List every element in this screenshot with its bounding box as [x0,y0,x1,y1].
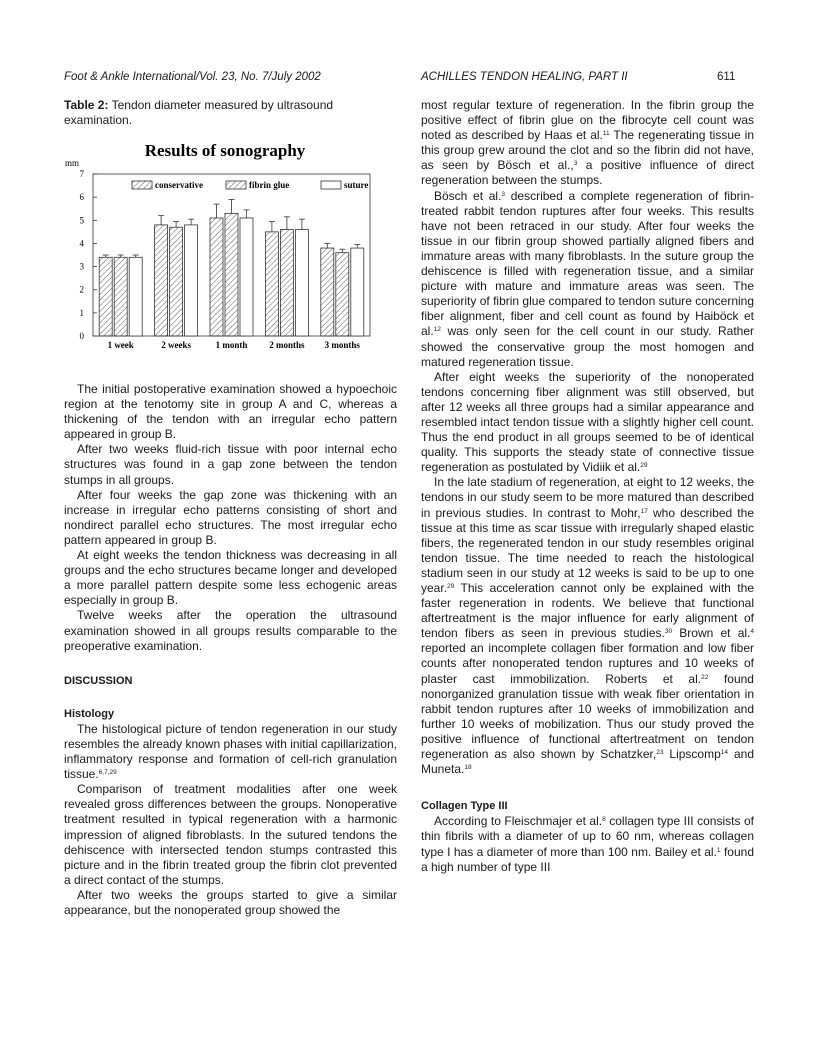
x-category-label: 2 weeks [161,340,191,350]
running-title: ACHILLES TENDON HEALING, PART II [421,71,628,83]
x-category-label: 1 month [215,340,248,350]
paragraph-text: Bösch et al. [434,188,502,203]
bar-suture [129,257,142,336]
table-caption [64,98,394,128]
paragraph-text: Lipscomp [663,747,721,762]
y-tick-label: 5 [79,215,84,226]
y-tick-label: 7 [79,169,84,179]
citation-ref: 17 [640,507,648,515]
paragraph-text: The histological picture of tendon regeneration in our study resembles the already known phases with initial capillarization, inflammatory response and formation of cell-rich granulation tissue. [64,721,397,782]
subsection-heading-collagen: Collagen Type III [421,800,508,813]
paragraph-text: reported an incomplete collagen fiber formation and low fiber counts after nonoperated tendon ruptures and 10 weeks of plaster cast immobilization. Roberts et al. [421,641,754,686]
bar-suture [185,225,198,336]
citation-ref: 23 [656,749,664,757]
right-column [421,98,754,875]
citation-ref: 3 [501,190,506,198]
bar-conservative [155,225,168,336]
paragraph-text: who described the tissue at this time as scar tissue with irregularly shaped elastic fibers, the regenerated tendon in our study resembles original tendon tissue. The time needed to reach the histological stadium seen in our study at 12 weeks is said to be up to one year. [421,505,754,595]
bar-conservative [210,218,223,336]
section-heading-discussion: DISCUSSION [64,674,133,687]
citation-ref: 29 [447,583,455,590]
paragraph: Comparison of treatment modalities after one week revealed gross differences between the groups. Nonoperative treatment resulted in typical regeneration with a harmonic impression of aligned fibroblasts. In the sutured tendons the dehiscence with intersected tendon stumps contrasted this picture and in the fibrin treated group the fibrin clot prevented a direct contact of the stumps. [64,782,397,887]
paragraph [421,98,754,189]
paragraph-text: collagen type III consists of thin fibrils with a diameter of up to 60 nm, whereas collagen type I has a diameter of more than 100 nm. Bailey et al. [421,814,754,859]
paragraph: After two weeks the groups started to give a similar appearance, but the nonoperated group showed the [64,887,397,917]
x-category-label: 2 months [269,340,305,350]
paragraph-text: The regenerating tissue in this group grew around the clot and so the fibrin did not have, as seen by Bösch et al., [421,128,754,173]
sonography-chart [60,136,400,358]
bar-fibrin-glue [280,230,293,336]
paragraph: After four weeks the gap zone was thickening with an increase in irregular echo patterns consisting of short and nondirect parallel echo structures. The most irregular echo pattern appeared in group B. [64,487,397,547]
left-column [64,382,397,918]
journal-citation: Foot & Ankle International/Vol. 23, No. 7/July 2002 [64,71,321,83]
bar-suture [295,230,308,336]
x-category-label: 3 months [324,340,360,350]
y-tick-label: 3 [79,261,84,272]
paragraph-text: was only seen for the cell count in our study. Rather showed the conservative group the most homogen and matured regeneration tissue. [421,324,754,369]
paragraph [64,722,397,782]
y-tick-label: 1 [79,307,84,318]
citation-ref: 30 [664,628,673,636]
chart-svg [60,136,400,358]
paragraph-text: found nonorganized granulation tissue with weak fiber orientation in rabbit tendon ruptures after 10 weeks of immobilization and further 10 weeks of mobilization. Thus our study proved the positive influence of functional aftertreatment on tendon regeneration as also shown by Schatzker, [421,671,754,762]
y-tick-label: 2 [79,284,84,295]
paragraph-text: This acceleration cannot only be explained with the faster regeneration in rodents. We believe that functional aftertreatment is the major influence for early alignment of tendon fibers as seen in previous studies. [421,581,754,641]
bar-fibrin-glue [336,253,349,336]
bar-fibrin-glue [225,213,238,336]
y-tick-label: 4 [79,238,84,249]
paragraph-text: found a high number of type III [421,844,755,874]
bar-fibrin-glue [170,227,183,336]
citation-ref: 6,7,29 [98,769,117,777]
bar-conservative [321,248,334,336]
paragraph: Twelve weeks after the operation the ultrasound examination showed in all groups results comparable to the preoperative examination. [64,608,397,653]
legend-label: suture [344,180,369,190]
paragraph [421,370,754,476]
paragraph [421,189,754,370]
citation-ref: 29 [640,462,648,470]
citation-ref: 3 [573,160,578,168]
legend-label: fibrin glue [249,180,290,190]
citation-ref: 1 [716,846,721,854]
citation-ref: 18 [464,764,472,772]
x-category-label: 1 week [107,340,134,350]
bar-suture [351,248,364,336]
paragraph-text: According to Fleischmajer et al. [434,814,603,829]
page-number: 611 [717,71,736,83]
paragraph-text: Brown et al. [672,626,751,641]
paragraph-text: In the late stadium of regeneration, at eight to 12 weeks, the tendons in our study seem to be more matured than described in previous studies. In contrast to Mohr, [421,475,754,520]
bar-conservative [265,232,278,336]
paragraph-text: most regular texture of regeneration. In the fibrin group the positive effect of fibrin glue on the fibrocyte cell count was noted as described by Haas et al. [421,98,754,143]
citation-ref: 22 [701,673,709,681]
paragraph-text: After eight weeks the superiority of the nonoperated tendons concerning fiber alignment was still observed, but after 12 weeks all three groups had a similar appearance and resembled intact tendon tissue with a slightly higher cell count. Thus the end product in all groups seemed to be of identical quality. This supports the steady state of connective tissue regeneration as postulated by Vidiik et al. [421,369,754,475]
chart-title: Results of sonography [144,141,306,160]
y-axis-label: mm [64,158,80,168]
legend-swatch [132,181,152,189]
paragraph: After two weeks fluid-rich tissue with poor internal echo structures was found in a gap zone between the tendon stumps in all groups. [64,442,397,487]
citation-ref: 4 [750,628,754,636]
citation-ref: 14 [720,749,729,757]
paragraph-text: and Muneta. [421,747,754,777]
paragraph [421,814,754,874]
paragraph-text: described a complete regeneration of fibrin-treated rabbit tendon ruptures after four weeks. This results have not been retraced in our study. After four weeks the tissue in our fibrin group showed partially aligned fibers and immature areas with many fibroblasts. In the suture group the dehiscence is filled with regeneration tissue, and a similar picture with mature and immature areas was seen. The superiority of fibrin glue compared to tendon suture concerning fiber alignment, fiber and cell count as found by Haiböck et al. [421,188,754,339]
caption-label: Table 2: [64,98,109,112]
citation-ref: 12 [433,326,441,334]
paragraph: At eight weeks the tendon thickness was decreasing in all groups and the echo structures became longer and developed a more parallel pattern despite some less echogenic areas especially in group B. [64,548,397,608]
subsection-heading-histology: Histology [64,707,115,720]
paragraph-text: a positive influence of direct regeneration between the stumps. [421,158,755,188]
caption-text: Tendon diameter measured by ultrasound examination. [64,98,334,127]
paragraph [421,475,754,777]
legend-swatch [226,181,246,189]
bar-conservative [99,257,112,336]
legend-swatch [321,181,341,189]
y-tick-label: 6 [79,192,84,203]
citation-ref: 8 [602,816,606,824]
paragraph: The initial postoperative examination showed a hypoechoic region at the tenotomy site in group A and C, whereas a thickening of the tendon with an irregular echo pattern appeared in group B. [64,382,397,442]
citation-ref: 11 [602,130,610,138]
bar-suture [240,218,253,336]
bar-fibrin-glue [114,257,127,336]
y-tick-label: 0 [79,331,84,341]
legend-label: conservative [155,180,203,190]
